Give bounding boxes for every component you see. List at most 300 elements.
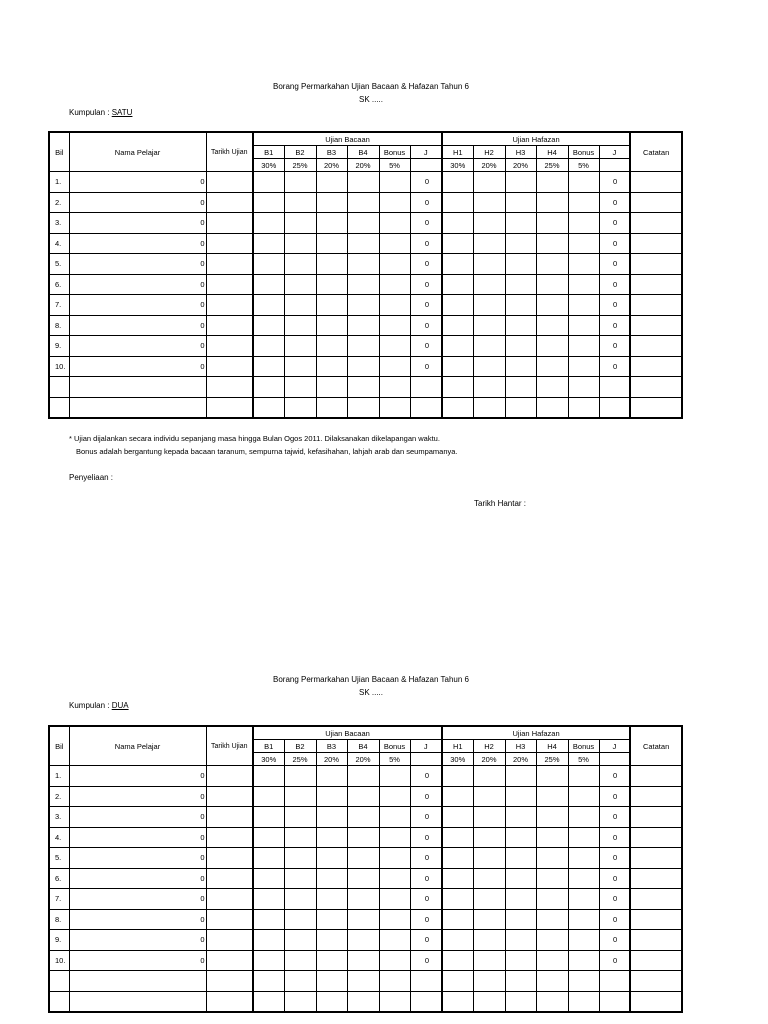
bacaan-cell[interactable]	[347, 766, 379, 787]
hafazan-cell[interactable]	[505, 930, 536, 951]
hafazan-cell[interactable]	[442, 909, 473, 930]
row-j-hafazan: 0	[599, 889, 630, 910]
bacaan-cell[interactable]	[253, 991, 284, 1012]
hafazan-cell[interactable]	[505, 786, 536, 807]
hafazan-col-header: H4	[536, 146, 568, 159]
col-bil-header: Bil	[49, 726, 69, 766]
bacaan-cell[interactable]	[316, 827, 347, 848]
hafazan-cell[interactable]	[568, 950, 599, 971]
bacaan-cell[interactable]	[316, 889, 347, 910]
hafazan-cell[interactable]	[473, 971, 505, 992]
col-tarikh-header: Tarikh Ujian	[206, 132, 253, 172]
hafazan-cell[interactable]	[536, 766, 568, 787]
table-row	[49, 950, 682, 971]
hafazan-cell[interactable]	[473, 930, 505, 951]
hafazan-weight: 20%	[473, 753, 505, 766]
bacaan-cell[interactable]	[347, 807, 379, 828]
row-nama[interactable]: 0	[69, 868, 206, 889]
hafazan-cell[interactable]	[505, 971, 536, 992]
bacaan-cell[interactable]	[284, 991, 316, 1012]
hafazan-weight: 25%	[536, 159, 568, 172]
hafazan-cell[interactable]	[473, 766, 505, 787]
row-catatan[interactable]	[630, 848, 682, 869]
bacaan-cell[interactable]	[347, 889, 379, 910]
bacaan-cell[interactable]	[253, 889, 284, 910]
bacaan-cell[interactable]	[316, 971, 347, 992]
bacaan-cell[interactable]	[316, 766, 347, 787]
row-j-hafazan: 0	[599, 213, 630, 234]
row-nama[interactable]: 0	[69, 909, 206, 930]
bacaan-cell[interactable]	[379, 889, 410, 910]
bacaan-col-header: B2	[284, 146, 316, 159]
bacaan-col-header: J	[410, 740, 442, 753]
row-bil: 5.	[49, 254, 69, 275]
bacaan-cell[interactable]	[316, 868, 347, 889]
hafazan-weight: 30%	[442, 159, 473, 172]
row-nama[interactable]	[69, 971, 206, 992]
bacaan-cell[interactable]	[316, 930, 347, 951]
row-nama[interactable]: 0	[69, 930, 206, 951]
row-catatan[interactable]	[630, 766, 682, 787]
row-j-hafazan: 0	[599, 827, 630, 848]
row-j-bacaan: 0	[410, 909, 442, 930]
row-bil: 4.	[49, 233, 69, 254]
col-catatan-header: Catatan	[630, 132, 682, 172]
hafazan-cell[interactable]	[442, 827, 473, 848]
col-tarikh-header: Tarikh Ujian	[206, 726, 253, 766]
bacaan-cell[interactable]	[284, 848, 316, 869]
hafazan-cell[interactable]	[442, 786, 473, 807]
row-j-hafazan: 0	[599, 848, 630, 869]
row-catatan[interactable]	[630, 991, 682, 1012]
bacaan-cell[interactable]	[284, 950, 316, 971]
bacaan-col-header: B1	[253, 740, 284, 753]
table-row	[49, 786, 682, 807]
hafazan-cell[interactable]	[568, 827, 599, 848]
bacaan-cell[interactable]	[379, 786, 410, 807]
hafazan-cell[interactable]	[442, 930, 473, 951]
hafazan-cell[interactable]	[505, 909, 536, 930]
bacaan-col-header: B4	[347, 740, 379, 753]
hafazan-weight: 25%	[536, 753, 568, 766]
hafazan-cell[interactable]	[505, 807, 536, 828]
row-bil: 8.	[49, 315, 69, 336]
hafazan-cell[interactable]	[473, 991, 505, 1012]
bacaan-cell[interactable]	[379, 868, 410, 889]
row-j-bacaan: 0	[410, 172, 442, 193]
row-nama[interactable]: 0	[69, 274, 206, 295]
row-nama[interactable]: 0	[69, 192, 206, 213]
hafazan-cell[interactable]	[568, 868, 599, 889]
row-tarikh[interactable]	[206, 950, 253, 971]
row-nama[interactable]: 0	[69, 213, 206, 234]
bacaan-cell[interactable]	[379, 848, 410, 869]
marks-table	[48, 725, 683, 1013]
row-j-hafazan: 0	[599, 950, 630, 971]
hafazan-cell[interactable]	[536, 889, 568, 910]
table-row	[49, 991, 682, 1012]
row-bil: 7.	[49, 889, 69, 910]
row-j-hafazan: 0	[599, 254, 630, 275]
row-j-hafazan	[599, 971, 630, 992]
bacaan-cell[interactable]	[284, 766, 316, 787]
row-j-bacaan: 0	[410, 868, 442, 889]
row-tarikh[interactable]	[206, 971, 253, 992]
group-value: DUA	[111, 701, 129, 710]
row-j-bacaan: 0	[410, 295, 442, 316]
hafazan-col-header: Bonus	[568, 146, 599, 159]
row-tarikh[interactable]	[206, 909, 253, 930]
row-j-hafazan: 0	[599, 192, 630, 213]
table-row	[49, 848, 682, 869]
table-row	[49, 930, 682, 951]
hafazan-weight: 20%	[505, 753, 536, 766]
bacaan-col-header: B2	[284, 740, 316, 753]
row-j-bacaan: 0	[410, 930, 442, 951]
row-nama[interactable]: 0	[69, 233, 206, 254]
table-row	[49, 889, 682, 910]
bacaan-cell[interactable]	[347, 848, 379, 869]
bacaan-cell[interactable]	[316, 950, 347, 971]
row-bil: 4.	[49, 827, 69, 848]
hafazan-col-header: H3	[505, 146, 536, 159]
hafazan-weight: 20%	[505, 159, 536, 172]
row-nama[interactable]: 0	[69, 356, 206, 377]
form-title: Borang Permarkahan Ujian Bacaan & Hafazan Tahun 6	[273, 82, 469, 91]
bacaan-cell[interactable]	[316, 786, 347, 807]
hafazan-cell[interactable]	[536, 991, 568, 1012]
hafazan-cell[interactable]	[473, 786, 505, 807]
bacaan-cell[interactable]	[284, 868, 316, 889]
hafazan-cell[interactable]	[473, 807, 505, 828]
bacaan-col-header: B3	[316, 740, 347, 753]
row-j-hafazan: 0	[599, 807, 630, 828]
row-bil: 1.	[49, 172, 69, 193]
hafazan-cell[interactable]	[568, 909, 599, 930]
table-row	[49, 827, 682, 848]
row-tarikh[interactable]	[206, 868, 253, 889]
hafazan-cell[interactable]	[442, 991, 473, 1012]
row-j-hafazan	[599, 991, 630, 1012]
bacaan-cell[interactable]	[253, 827, 284, 848]
school-name: SK .....	[358, 688, 383, 697]
row-nama[interactable]: 0	[69, 336, 206, 357]
hafazan-cell[interactable]	[442, 889, 473, 910]
bacaan-cell[interactable]	[284, 971, 316, 992]
hafazan-cell[interactable]	[536, 868, 568, 889]
bacaan-weight	[410, 753, 442, 766]
hafazan-cell[interactable]	[505, 848, 536, 869]
penyeliaan-label: Penyeliaan :	[69, 473, 114, 482]
bacaan-cell[interactable]	[379, 950, 410, 971]
table-row	[49, 807, 682, 828]
hafazan-cell[interactable]	[568, 766, 599, 787]
bacaan-weight: 20%	[316, 753, 347, 766]
row-j-hafazan: 0	[599, 868, 630, 889]
row-tarikh[interactable]	[206, 991, 253, 1012]
row-catatan[interactable]	[630, 909, 682, 930]
bacaan-cell[interactable]	[379, 766, 410, 787]
row-bil: 7.	[49, 295, 69, 316]
row-j-bacaan: 0	[410, 827, 442, 848]
hafazan-cell[interactable]	[442, 807, 473, 828]
hafazan-cell[interactable]	[505, 991, 536, 1012]
hafazan-cell[interactable]	[473, 950, 505, 971]
hafazan-cell[interactable]	[568, 807, 599, 828]
row-bil: 10.	[49, 356, 69, 377]
row-j-hafazan: 0	[599, 336, 630, 357]
row-bil: 9.	[49, 336, 69, 357]
row-j-bacaan: 0	[410, 336, 442, 357]
bacaan-cell[interactable]	[347, 868, 379, 889]
row-tarikh[interactable]	[206, 766, 253, 787]
bacaan-cell[interactable]	[253, 786, 284, 807]
bacaan-cell[interactable]	[316, 807, 347, 828]
row-catatan[interactable]	[630, 930, 682, 951]
bacaan-col-header: Bonus	[379, 146, 410, 159]
row-nama[interactable]: 0	[69, 848, 206, 869]
row-tarikh[interactable]	[206, 827, 253, 848]
hafazan-cell[interactable]	[568, 991, 599, 1012]
row-j-hafazan: 0	[599, 930, 630, 951]
bacaan-cell[interactable]	[316, 909, 347, 930]
hafazan-cell[interactable]	[473, 909, 505, 930]
table-row	[49, 971, 682, 992]
bacaan-col-header: B1	[253, 146, 284, 159]
table-row	[49, 766, 682, 787]
bacaan-cell[interactable]	[253, 950, 284, 971]
hafazan-cell[interactable]	[536, 807, 568, 828]
row-nama[interactable]: 0	[69, 950, 206, 971]
row-bil: 9.	[49, 930, 69, 951]
bacaan-weight: 5%	[379, 159, 410, 172]
row-j-bacaan: 0	[410, 766, 442, 787]
row-nama[interactable]: 0	[69, 254, 206, 275]
row-bil: 6.	[49, 274, 69, 295]
bacaan-cell[interactable]	[379, 827, 410, 848]
bacaan-col-header: B4	[347, 146, 379, 159]
row-nama[interactable]: 0	[69, 315, 206, 336]
row-bil: 8.	[49, 909, 69, 930]
bacaan-cell[interactable]	[347, 991, 379, 1012]
bacaan-cell[interactable]	[253, 766, 284, 787]
group-bacaan-header: Ujian Bacaan	[253, 726, 442, 740]
hafazan-cell[interactable]	[505, 868, 536, 889]
group-hafazan-header: Ujian Hafazan	[442, 726, 630, 740]
bacaan-weight: 30%	[253, 159, 284, 172]
hafazan-cell[interactable]	[536, 827, 568, 848]
tarikh-hantar-label: Tarikh Hantar :	[474, 499, 527, 508]
bacaan-weight: 20%	[316, 159, 347, 172]
hafazan-cell[interactable]	[442, 950, 473, 971]
bacaan-cell[interactable]	[284, 930, 316, 951]
hafazan-weight: 30%	[442, 753, 473, 766]
hafazan-weight: 5%	[568, 159, 599, 172]
row-bil: 1.	[49, 766, 69, 787]
row-catatan[interactable]	[630, 889, 682, 910]
row-nama[interactable]	[69, 991, 206, 1012]
group-label: Kumpulan :	[69, 108, 110, 117]
bacaan-weight: 30%	[253, 753, 284, 766]
row-j-bacaan: 0	[410, 356, 442, 377]
bacaan-cell[interactable]	[316, 848, 347, 869]
hafazan-cell[interactable]	[473, 889, 505, 910]
bacaan-cell[interactable]	[253, 909, 284, 930]
row-tarikh[interactable]	[206, 930, 253, 951]
hafazan-weight	[599, 753, 630, 766]
hafazan-cell[interactable]	[473, 868, 505, 889]
row-j-bacaan: 0	[410, 233, 442, 254]
row-j-bacaan: 0	[410, 786, 442, 807]
row-j-bacaan: 0	[410, 950, 442, 971]
row-j-bacaan	[410, 991, 442, 1012]
row-j-bacaan: 0	[410, 213, 442, 234]
bacaan-cell[interactable]	[379, 807, 410, 828]
hafazan-cell[interactable]	[536, 950, 568, 971]
hafazan-col-header: H1	[442, 740, 473, 753]
hafazan-weight: 5%	[568, 753, 599, 766]
row-tarikh[interactable]	[206, 807, 253, 828]
row-j-hafazan: 0	[599, 786, 630, 807]
hafazan-cell[interactable]	[568, 930, 599, 951]
row-catatan[interactable]	[630, 868, 682, 889]
row-j-bacaan: 0	[410, 848, 442, 869]
hafazan-col-header: H1	[442, 146, 473, 159]
row-j-bacaan: 0	[410, 274, 442, 295]
row-nama[interactable]: 0	[69, 807, 206, 828]
hafazan-cell[interactable]	[505, 827, 536, 848]
bacaan-cell[interactable]	[253, 807, 284, 828]
bacaan-cell[interactable]	[253, 971, 284, 992]
bacaan-weight: 20%	[347, 753, 379, 766]
bacaan-cell[interactable]	[347, 930, 379, 951]
hafazan-cell[interactable]	[536, 848, 568, 869]
group-value: SATU	[111, 108, 133, 117]
row-bil: 3.	[49, 807, 69, 828]
bacaan-cell[interactable]	[379, 909, 410, 930]
row-bil: 5.	[49, 848, 69, 869]
bacaan-cell[interactable]	[347, 827, 379, 848]
hafazan-cell[interactable]	[568, 848, 599, 869]
col-nama-header: Nama Pelajar	[69, 132, 206, 172]
bacaan-cell[interactable]	[347, 950, 379, 971]
hafazan-cell[interactable]	[505, 766, 536, 787]
row-j-hafazan: 0	[599, 315, 630, 336]
row-nama[interactable]: 0	[69, 827, 206, 848]
group-label: Kumpulan :	[69, 701, 110, 710]
school-name: SK .....	[358, 95, 383, 104]
bacaan-weight: 25%	[284, 753, 316, 766]
bacaan-cell[interactable]	[284, 807, 316, 828]
row-j-bacaan: 0	[410, 889, 442, 910]
hafazan-col-header: H2	[473, 740, 505, 753]
hafazan-col-header: H3	[505, 740, 536, 753]
row-tarikh[interactable]	[206, 786, 253, 807]
hafazan-col-header: J	[599, 740, 630, 753]
row-j-hafazan: 0	[599, 766, 630, 787]
row-j-hafazan: 0	[599, 295, 630, 316]
row-tarikh[interactable]	[206, 889, 253, 910]
hafazan-cell[interactable]	[505, 889, 536, 910]
hafazan-cell[interactable]	[473, 827, 505, 848]
bacaan-cell[interactable]	[316, 991, 347, 1012]
bacaan-col-header: B3	[316, 146, 347, 159]
row-bil: 2.	[49, 786, 69, 807]
row-j-bacaan	[410, 971, 442, 992]
row-catatan[interactable]	[630, 807, 682, 828]
hafazan-cell[interactable]	[473, 848, 505, 869]
group-hafazan-header: Ujian Hafazan	[442, 132, 630, 146]
bacaan-cell[interactable]	[253, 848, 284, 869]
hafazan-cell[interactable]	[568, 971, 599, 992]
col-catatan-header: Catatan	[630, 726, 682, 766]
bacaan-weight: 25%	[284, 159, 316, 172]
row-catatan[interactable]	[630, 827, 682, 848]
row-nama[interactable]: 0	[69, 786, 206, 807]
note-line-2: Bonus adalah bergantung kepada bacaan taranum, sempurna tajwid, kefasihahan, lahjah arab dan seumpamanya.	[76, 447, 458, 456]
row-j-bacaan: 0	[410, 807, 442, 828]
row-nama[interactable]: 0	[69, 172, 206, 193]
row-j-hafazan: 0	[599, 172, 630, 193]
bacaan-col-header: J	[410, 146, 442, 159]
bacaan-weight: 5%	[379, 753, 410, 766]
hafazan-cell[interactable]	[536, 930, 568, 951]
row-j-bacaan: 0	[410, 254, 442, 275]
hafazan-cell[interactable]	[568, 786, 599, 807]
hafazan-cell[interactable]	[442, 868, 473, 889]
bacaan-cell[interactable]	[347, 971, 379, 992]
hafazan-col-header: H2	[473, 146, 505, 159]
hafazan-cell[interactable]	[568, 889, 599, 910]
row-catatan[interactable]	[630, 971, 682, 992]
hafazan-cell[interactable]	[442, 848, 473, 869]
bacaan-cell[interactable]	[253, 930, 284, 951]
row-nama[interactable]: 0	[69, 889, 206, 910]
row-j-hafazan: 0	[599, 356, 630, 377]
col-nama-header: Nama Pelajar	[69, 726, 206, 766]
row-nama[interactable]: 0	[69, 295, 206, 316]
row-bil	[49, 971, 69, 992]
row-tarikh[interactable]	[206, 848, 253, 869]
group-bacaan-header: Ujian Bacaan	[253, 132, 442, 146]
row-catatan[interactable]	[630, 786, 682, 807]
hafazan-weight: 20%	[473, 159, 505, 172]
bacaan-cell[interactable]	[379, 930, 410, 951]
bacaan-cell[interactable]	[379, 991, 410, 1012]
bacaan-cell[interactable]	[284, 889, 316, 910]
bacaan-cell[interactable]	[284, 827, 316, 848]
hafazan-cell[interactable]	[505, 950, 536, 971]
hafazan-cell[interactable]	[442, 766, 473, 787]
row-bil: 10.	[49, 950, 69, 971]
hafazan-cell[interactable]	[442, 971, 473, 992]
table-row	[49, 909, 682, 930]
hafazan-cell[interactable]	[536, 971, 568, 992]
row-catatan[interactable]	[630, 950, 682, 971]
bacaan-cell[interactable]	[284, 909, 316, 930]
bacaan-col-header: Bonus	[379, 740, 410, 753]
row-nama[interactable]: 0	[69, 766, 206, 787]
bacaan-cell[interactable]	[347, 909, 379, 930]
hafazan-col-header: Bonus	[568, 740, 599, 753]
bacaan-cell[interactable]	[347, 786, 379, 807]
bacaan-cell[interactable]	[284, 786, 316, 807]
bacaan-cell[interactable]	[253, 868, 284, 889]
row-bil: 6.	[49, 868, 69, 889]
hafazan-cell[interactable]	[536, 909, 568, 930]
bacaan-cell[interactable]	[379, 971, 410, 992]
hafazan-cell[interactable]	[536, 786, 568, 807]
